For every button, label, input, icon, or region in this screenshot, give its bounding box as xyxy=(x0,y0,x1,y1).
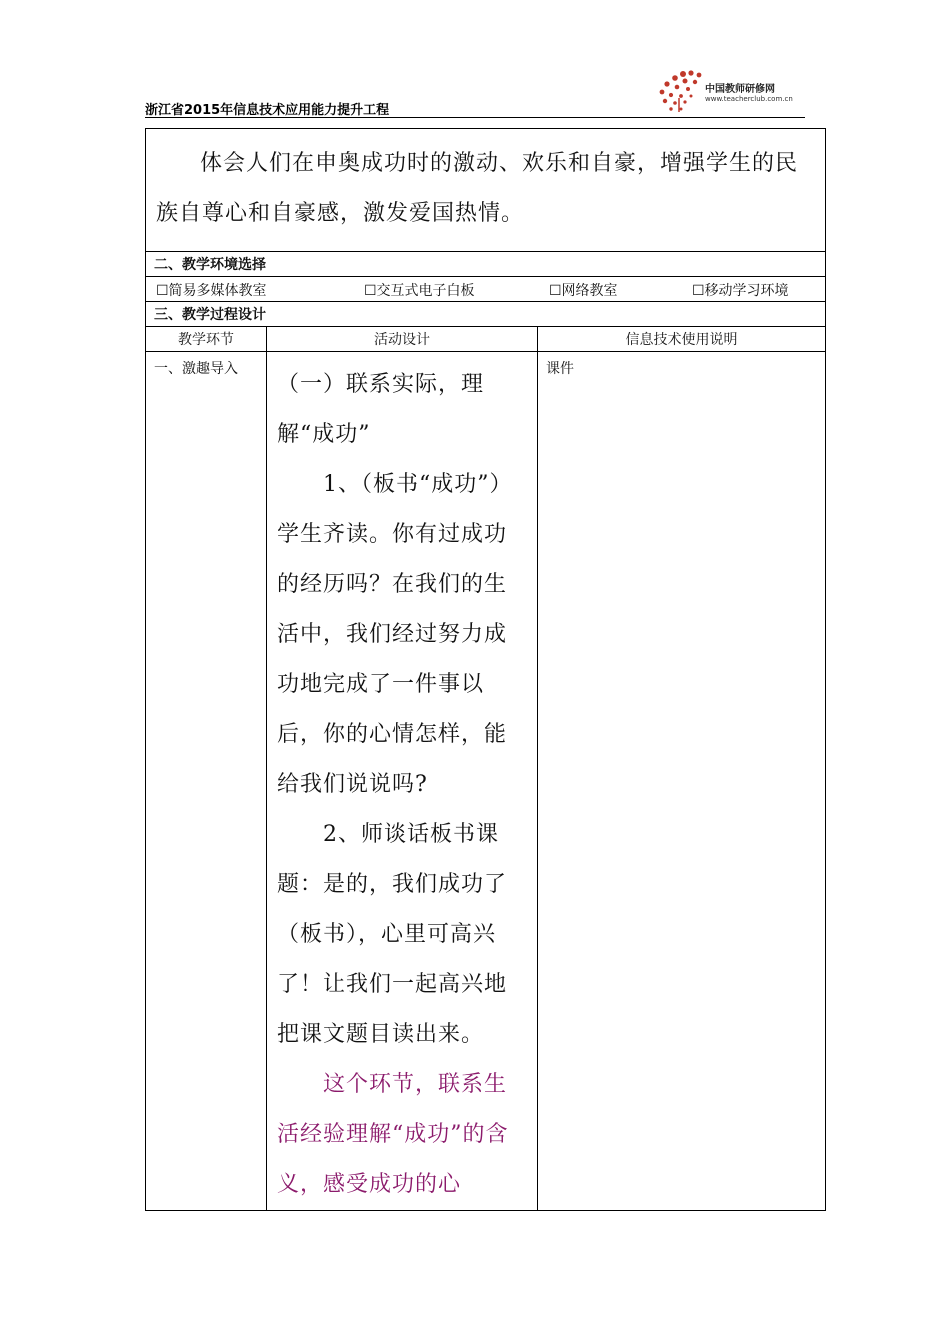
environment-options xyxy=(146,277,826,302)
option-simple-multimedia[interactable]: ☐简易多媒体教室 xyxy=(156,283,267,299)
info-cell: 课件 xyxy=(538,352,826,1211)
activity-cell xyxy=(267,352,538,1211)
activity-paragraph-2: 1、（板书“成功”）学生齐读。你有过成功的经历吗？在我们的生活中，我们经过努力成功地完成了一件事以后，你的心情怎样，能给我们说说吗? xyxy=(277,472,513,797)
option-interactive-whiteboard[interactable]: ☐交互式电子白板 xyxy=(364,283,475,299)
column-header-activity: 活动设计 xyxy=(267,327,538,352)
option-network-classroom[interactable]: ☐网络教室 xyxy=(549,283,618,299)
logo-url: www.teacherclub.com.cn xyxy=(705,95,793,103)
table-row xyxy=(146,352,826,1211)
column-header-info: 信息技术使用说明 xyxy=(538,327,826,352)
header-rule xyxy=(145,117,805,118)
intro-text: 体会人们在申奥成功时的激动、欢乐和自豪，增强学生的民族自尊心和自豪感，激发爱国热情。 xyxy=(156,151,799,226)
option-mobile-learning[interactable]: ☐移动学习环境 xyxy=(692,283,789,299)
intro-cell xyxy=(146,129,826,252)
section2-heading: 二、教学环境选择 xyxy=(146,252,826,277)
activity-note: 这个环节，联系生活经验理解“成功”的含义，感受成功的心 xyxy=(277,1072,509,1197)
header-title: 浙江省2015年信息技术应用能力提升工程 xyxy=(145,103,390,118)
activity-paragraph-1: （一）联系实际，理解“成功” xyxy=(277,372,485,447)
lesson-plan-table xyxy=(145,128,826,1211)
stage-cell: 一、激趣导入 xyxy=(146,352,267,1211)
section3-heading: 三、教学过程设计 xyxy=(146,302,826,327)
activity-paragraph-3: 2、师谈话板书课题：是的，我们成功了（板书），心里可高兴了！让我们一起高兴地把课文题目读出来。 xyxy=(277,822,508,1047)
column-header-stage: 教学环节 xyxy=(146,327,267,352)
logo-name: 中国教师研修网 xyxy=(705,84,775,95)
